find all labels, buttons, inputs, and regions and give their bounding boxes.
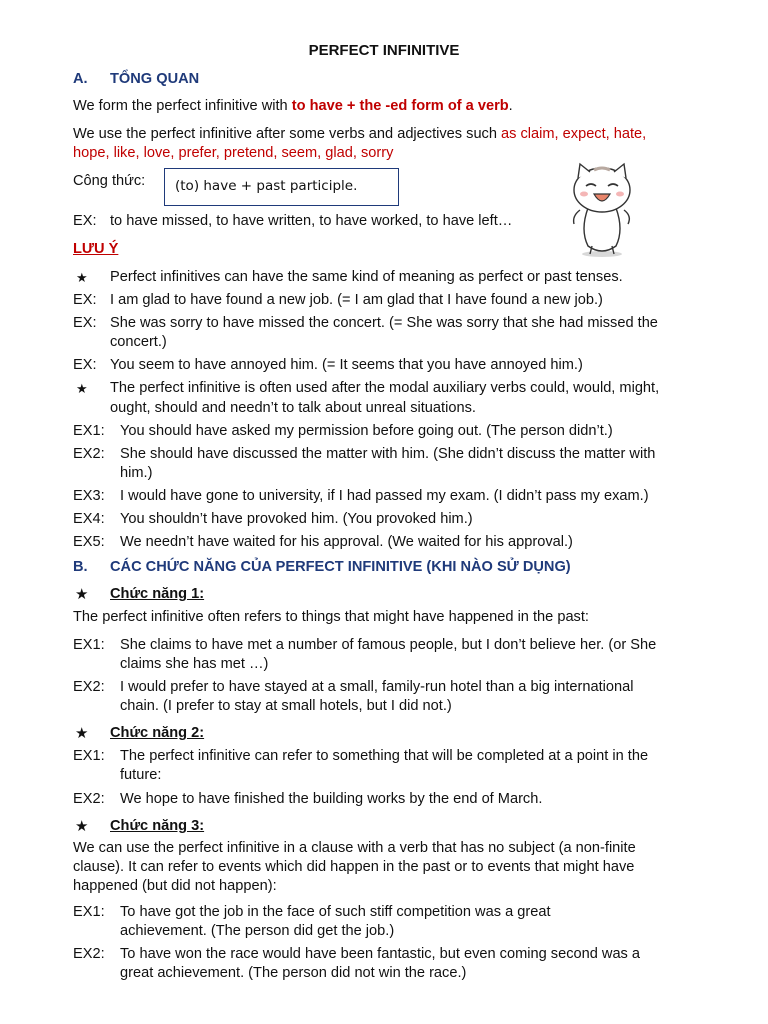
star-icon: ★ [76,270,88,285]
function-3-intro-line-2: clause). It can refer to events which did happen in the past or to events that might have [73,859,635,875]
note-heading: LƯU Ý [73,241,119,257]
function-1-intro: The perfect infinitive often refers to things that might have happened in the past: [73,609,589,625]
star-icon: ★ [75,586,89,603]
section-a-paragraph-1: We form the perfect infinitive with to have + the -ed form of a verb. [73,98,513,114]
star-icon: ★ [75,725,89,742]
section-a-paragraph-2: We use the perfect infinitive after some verbs and adjectives such as claim, expect, hate, [73,126,647,142]
formula-label: Công thức: [73,173,146,189]
document-title: PERFECT INFINITIVE [308,42,460,59]
section-a-paragraph-2-line-2: hope, like, love, prefer, pretend, seem, glad, sorry [73,145,394,161]
function-3-intro-line-1: We can use the perfect infinitive in a clause with a verb that has no subject (a non-finite [73,840,636,856]
star-icon: ★ [76,381,88,396]
function-3-intro-line-3: happened (but did not happen): [73,878,277,894]
star-icon: ★ [75,818,89,835]
formula-box: (to) have + past participle. [164,168,399,206]
